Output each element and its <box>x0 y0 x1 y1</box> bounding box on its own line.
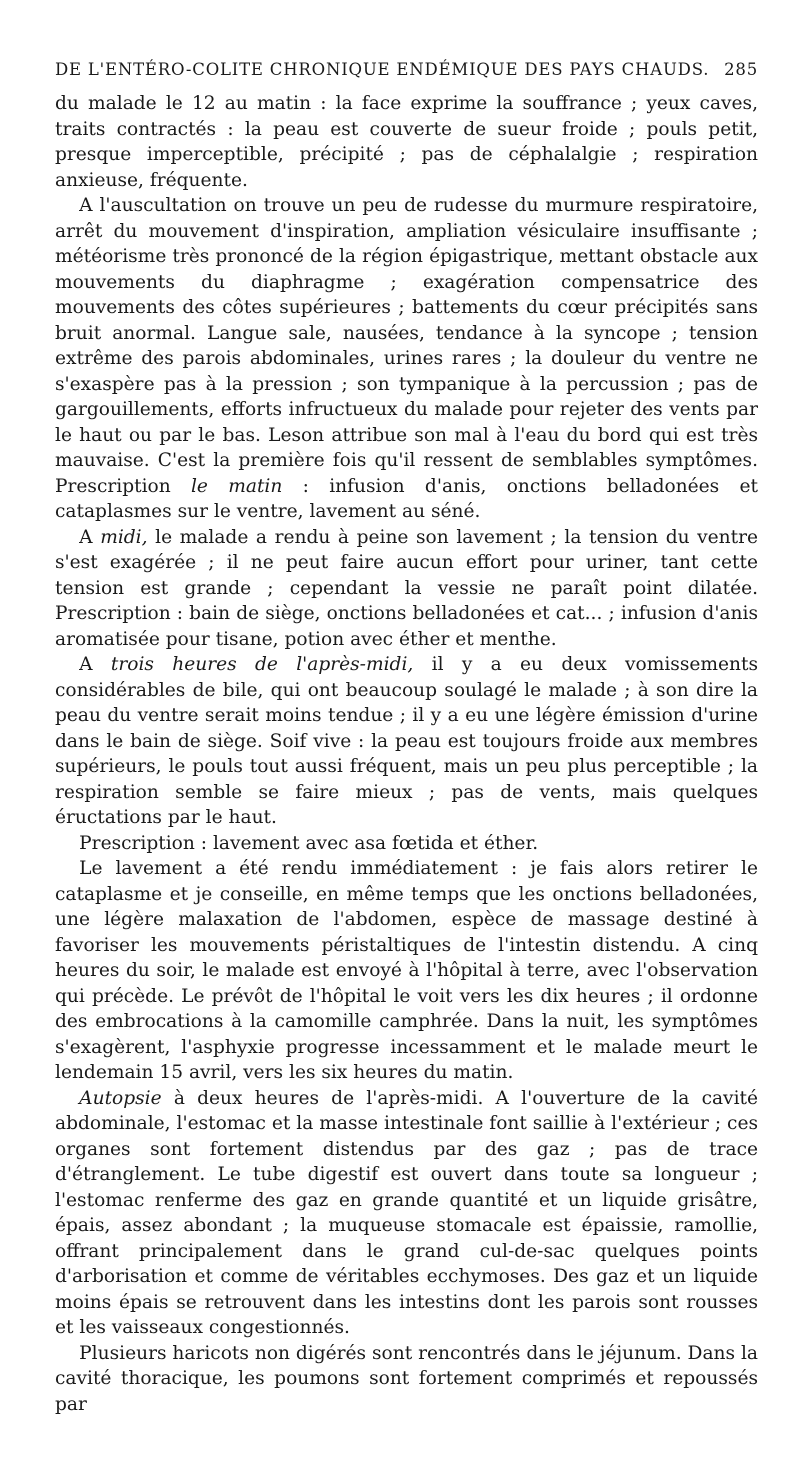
page-number: 285 <box>724 60 758 79</box>
emphasis-le-matin: le matin <box>190 475 283 497</box>
paragraph-3: A midi, le malade a rendu à peine son lavement ; la tension du ventre s'est exagérée ; il ne peut faire aucun effort pour uriner, tant cette tension est grande ; cependant la vessie ne paraît point dilatée. Prescription : bain de siège, onctions belladonées et cat... ; infusion d'anis aromatisée pour tisane, potion avec éther et menthe. <box>55 526 759 650</box>
body-text <box>55 91 758 1417</box>
paragraph-8: Plusieurs haricots non digérés sont rencontrés dans le jéjunum. Dans la cavité thoracique, les poumons sont fortement comprimés et repoussés par <box>55 1342 758 1415</box>
paragraph-5: Prescription : lavement avec asa fœtida et éther. <box>79 832 539 854</box>
paragraph-1: du malade le 12 au matin : la face exprime la souffrance ; yeux caves, traits contractés : la peau est couverte de sueur froide ; pouls petit, presque imperceptible, précipité ; pas de céphalalgie ; respiration anxieuse, fréquente. <box>55 93 758 191</box>
paragraph-7: Autopsie à deux heures de l'après-midi. A l'ouverture de la cavité abdominale, l'estomac et la masse intestinale font saillie à l'extérieur ; ces organes sont fortement distendus par des gaz ; pas de trace d'étranglement. Le tube digestif est ouvert dans toute sa longueur ; l'estomac renferme des gaz en grande quantité et un liquide grisâtre, épais, assez abondant ; la muqueuse stomacale est épaissie, ramollie, offrant principalement dans le grand cul-de-sac quelques points d'arborisation et comme de véritables ecchymoses. Des gaz et un liquide moins épais se retrouvent dans les intestins dont les parois sont rousses et les vaisseaux congestionnés. <box>55 1087 758 1338</box>
emphasis-midi: midi, <box>100 526 148 548</box>
paragraph-6: Le lavement a été rendu immédiatement : je fais alors retirer le cataplasme et je conseille, en même temps que les onctions belladonées, une légère malaxation de l'abdomen, espèce de massage destiné à favoriser les mouvements péristaltiques de l'intestin distendu. A cinq heures du soir, le malade est envoyé à l'hôpital à terre, avec l'observation qui précède. Le prévôt de l'hôpital le voit vers les dix heures ; il ordonne des embrocations à la camomille camphrée. Dans la nuit, les symptômes s'exagèrent, l'asphyxie progresse incessamment et le malade meurt le lendemain 15 avril, vers les six heures du matin. <box>55 858 758 1083</box>
emphasis-autopsie: Autopsie <box>79 1087 162 1109</box>
running-head <box>55 60 758 79</box>
paragraph-4: A trois heures de l'après-midi, il y a eu deux vomissements considérables de bile, qui ont beaucoup soulagé le malade ; à son dire la peau du ventre serait moins tendue ; il y a eu une légère émission d'urine dans le bain de siège. Soif vive : la peau est toujours froide aux membres supérieurs, le pouls tout aussi fréquent, mais un peu plus perceptible ; la respiration semble se faire mieux ; pas de vents, mais quelques éructations par le haut. <box>55 654 759 828</box>
emphasis-trois-heures: trois heures de l'après-midi, <box>110 654 414 675</box>
running-title: DE L'ENTÉRO-COLITE CHRONIQUE ENDÉMIQUE DES PAYS CHAUDS. <box>55 60 710 79</box>
paragraph-2: A l'auscultation on trouve un peu de rudesse du murmure respiratoire, arrêt du mouvement d'inspiration, ampliation vésiculaire insuffisante ; météorisme très prononcé de la région épigastrique, mettant obstacle aux mouvements du diaphragme ; exagération compensatrice des mouvements des côtes supérieures ; battements du cœur précipités sans bruit anormal. Langue sale, nausées, tendance à la syncope ; tension extrême des parois abdominales, urines rares ; la douleur du ventre ne s'exaspère pas à la pression ; son tympanique à la percussion ; pas de gargouillements, efforts infructueux du malade pour rejeter des vents par le haut ou par le bas. Leson attribue son mal à l'eau du bord qui est très mauvaise. C'est la première fois qu'il ressent de semblables symptômes. Prescription le matin : infusion d'anis, onctions belladonées et cataplasmes sur le ventre, lavement au séné. <box>55 195 758 522</box>
